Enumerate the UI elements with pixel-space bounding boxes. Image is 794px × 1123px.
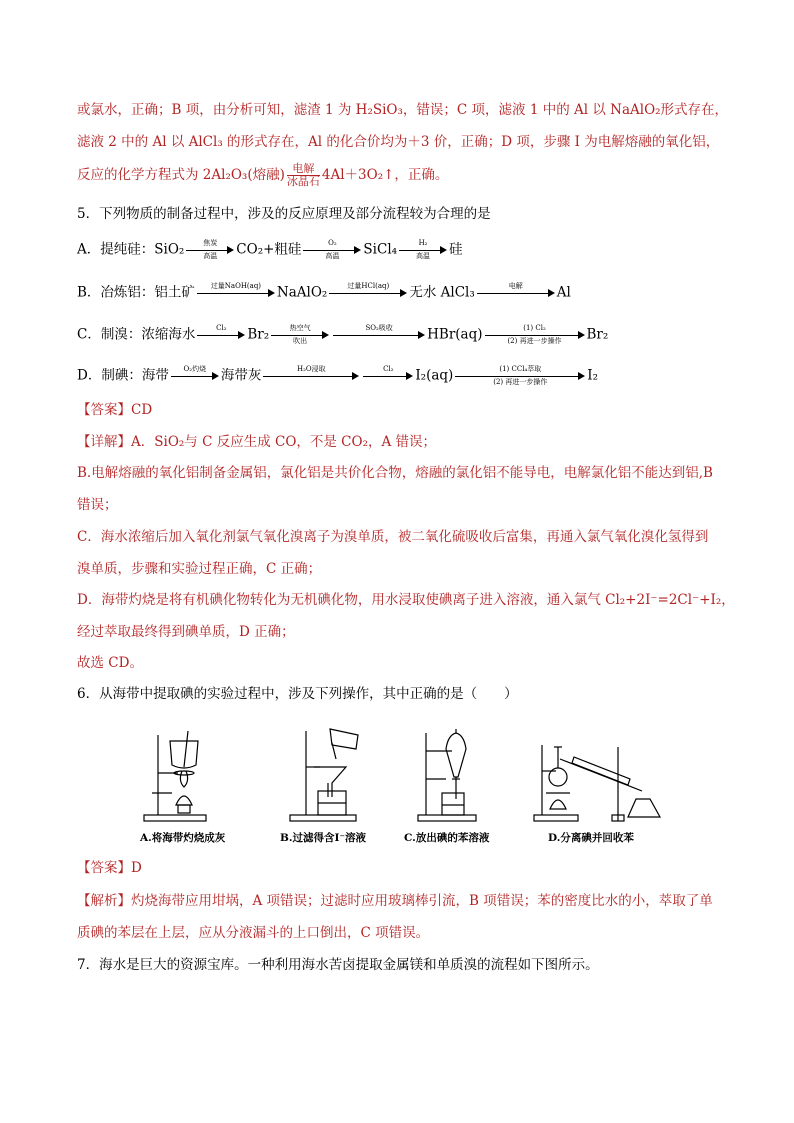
d-arrow2-top: H₂O浸取 (297, 365, 326, 373)
condition-top: 电解 (292, 162, 315, 175)
arrow-icon (399, 241, 447, 259)
analysis-label: 【解析】 (77, 893, 131, 909)
q5-stem: 5．下列物质的制备过程中，涉及的反应原理及部分流程较为合理的是 (77, 206, 491, 222)
caption-b: B.过滤得含I⁻溶液 (280, 832, 366, 844)
q5-detail-line-1 (77, 434, 727, 451)
q5-option-d (77, 367, 727, 385)
c-species-5: Br₂ (586, 326, 609, 343)
q5-detail-line-3: 错误； (77, 497, 118, 513)
option-d-label: D．制碘：海带 (77, 367, 169, 384)
equation-right: 4Al＋3O₂↑，正确。 (321, 167, 449, 183)
option-a-label: A．提纯硅： (77, 241, 155, 258)
d-species-5: I₂ (587, 367, 599, 384)
q5-detail-line-5: 溴单质，步骤和实验过程正确，C 正确； (77, 561, 322, 577)
a-arrow3-top: H₂ (418, 239, 428, 247)
q5-option-a (77, 241, 727, 259)
q5-detail-line-6: D．海带灼烧是将有机碘化物转化为无机碘化物，用水浸取使碘离子进入溶液，通入氯气 Cl₂+2I⁻=2Cl⁻+I₂， (77, 592, 735, 608)
d-species-2: 海带灰 (220, 367, 262, 384)
q6-analysis-line-2: 质碘的苯层在上层，应从分液漏斗的上口倒出，C 项错误。 (77, 925, 430, 941)
c-arrow3-top: SO₂吸收 (365, 324, 393, 332)
arrow-icon (477, 284, 555, 302)
apparatus-b-figure (280, 727, 370, 827)
a-arrow1-bottom: 高温 (203, 252, 218, 260)
b-arrow1-top: 过量NaOH(aq) (210, 282, 262, 290)
arrow-icon (363, 367, 413, 385)
arrow-icon (197, 326, 245, 344)
d-arrow3-top: Cl₂ (383, 365, 394, 373)
b-arrow2-top: 过量HCl(aq) (347, 282, 390, 290)
electrolysis-condition (287, 163, 320, 188)
caption-c: C.放出碘的苯溶液 (404, 832, 490, 844)
apparatus-d-figure (532, 727, 672, 827)
arrow-icon (303, 241, 361, 259)
d-species-4: I₂(aq) (415, 367, 454, 384)
q7-stem: 7．海水是巨大的资源宝库。一种利用海水苦卤提取金属镁和单质溴的流程如下图所示。 (77, 957, 599, 973)
prev-answer-line-3 (77, 163, 727, 188)
c-arrow2-bottom: 吹出 (293, 337, 308, 345)
a-species-2: CO₂+粗硅 (236, 241, 302, 258)
arrow-icon (171, 367, 219, 385)
detail-label: 【详解】 (77, 434, 131, 450)
q5-detail-line-7: 经过萃取最终得到碘单质，D 正确； (77, 624, 295, 640)
d-arrow1-top: O₂灼烧 (183, 365, 207, 373)
q6-analysis-line-1 (77, 893, 727, 910)
arrow-icon (333, 326, 425, 344)
q5-detail-line-4: C．海水浓缩后加入氧化剂氯气氧化溴离子为溴单质，被二氧化硫吸收后富集，再通入氯气氧化溴化氢得到 (77, 529, 709, 545)
arrow-icon (263, 367, 359, 385)
prev-answer-line-1: 或氯水，正确；B 项，由分析可知，滤渣 1 为 H₂SiO₃，错误；C 项，滤液 1 中的 Al 以 NaAlO₂形式存在， (77, 102, 729, 118)
d-arrow4-top: (1) CCl₄萃取 (499, 365, 542, 373)
q5-answer: 【答案】CD (77, 402, 153, 418)
a-species-1: SiO₂ (154, 241, 185, 258)
c-arrow1-top: Cl₂ (216, 324, 227, 332)
q5-option-b (77, 284, 727, 302)
d-arrow4-bottom: (2) 再进一步操作 (493, 378, 548, 386)
q6-stem: 6．从海带中提取碘的实验过程中，涉及下列操作，其中正确的是（ ） (77, 686, 518, 702)
q5-option-c (77, 326, 727, 344)
a-species-4: 硅 (449, 241, 463, 258)
arrow-icon (197, 284, 275, 302)
a-arrow2-top: O₂ (328, 239, 337, 247)
arrow-icon (455, 367, 585, 385)
c-species-2: Br₂ (247, 326, 270, 343)
b-arrow3-top: 电解 (508, 282, 523, 290)
option-c-label: C．制溴：浓缩海水 (77, 326, 196, 343)
a-arrow1-top: 焦炭 (203, 239, 218, 247)
c-species-4: HBr(aq) (427, 326, 483, 343)
prev-answer-line-2: 滤液 2 中的 Al 以 AlCl₃ 的形式存在，Al 的化合价均为＋3 价，正确；D 项，步骤 I 为电解熔融的氧化铝， (77, 134, 720, 150)
analysis-text-a: 灼烧海带应用坩埚，A 项错误；过滤时应用玻璃棒引流，B 项错误；苯的密度比水的小，萃取了单 (131, 893, 713, 909)
option-b-label: B．冶炼铝：铝土矿 (77, 284, 195, 301)
b-species-2: NaAlO₂ (276, 284, 328, 301)
arrow-icon (485, 326, 585, 344)
c-arrow4-top: (1) Cl₂ (523, 324, 546, 332)
c-arrow4-bottom: (2) 再进一步操作 (507, 337, 562, 345)
q5-detail-line-8: 故选 CD。 (77, 655, 143, 671)
c-arrow2-top: 热空气 (289, 324, 311, 332)
caption-d: D.分离碘并回收苯 (548, 832, 634, 844)
a-arrow2-bottom: 高温 (325, 252, 340, 260)
q5-detail-line-2: B.电解熔融的氧化铝制备金属铝，氯化铝是共价化合物，熔融的氯化铝不能导电，电解氯化铝不能达到铝,B (77, 465, 713, 481)
arrow-icon (186, 241, 234, 259)
apparatus-a-figure (138, 727, 228, 827)
arrow-icon (329, 284, 407, 302)
detail-text-a: A．SiO₂与 C 反应生成 CO，不是 CO₂，A 错误； (131, 434, 437, 450)
arrow-icon (271, 326, 329, 344)
condition-bottom: 冰晶石 (286, 175, 320, 188)
equation-left: 反应的化学方程式为 2Al₂O₃(熔融) (77, 167, 285, 183)
a-species-3: SiCl₄ (363, 241, 398, 258)
apparatus-c-figure (412, 727, 492, 827)
q6-answer: 【答案】D (77, 860, 142, 876)
b-species-4: Al (556, 284, 571, 301)
a-arrow3-bottom: 高温 (416, 252, 431, 260)
caption-a: A.将海带灼烧成灰 (140, 832, 226, 844)
b-species-3: 无水 AlCl₃ (409, 284, 475, 301)
